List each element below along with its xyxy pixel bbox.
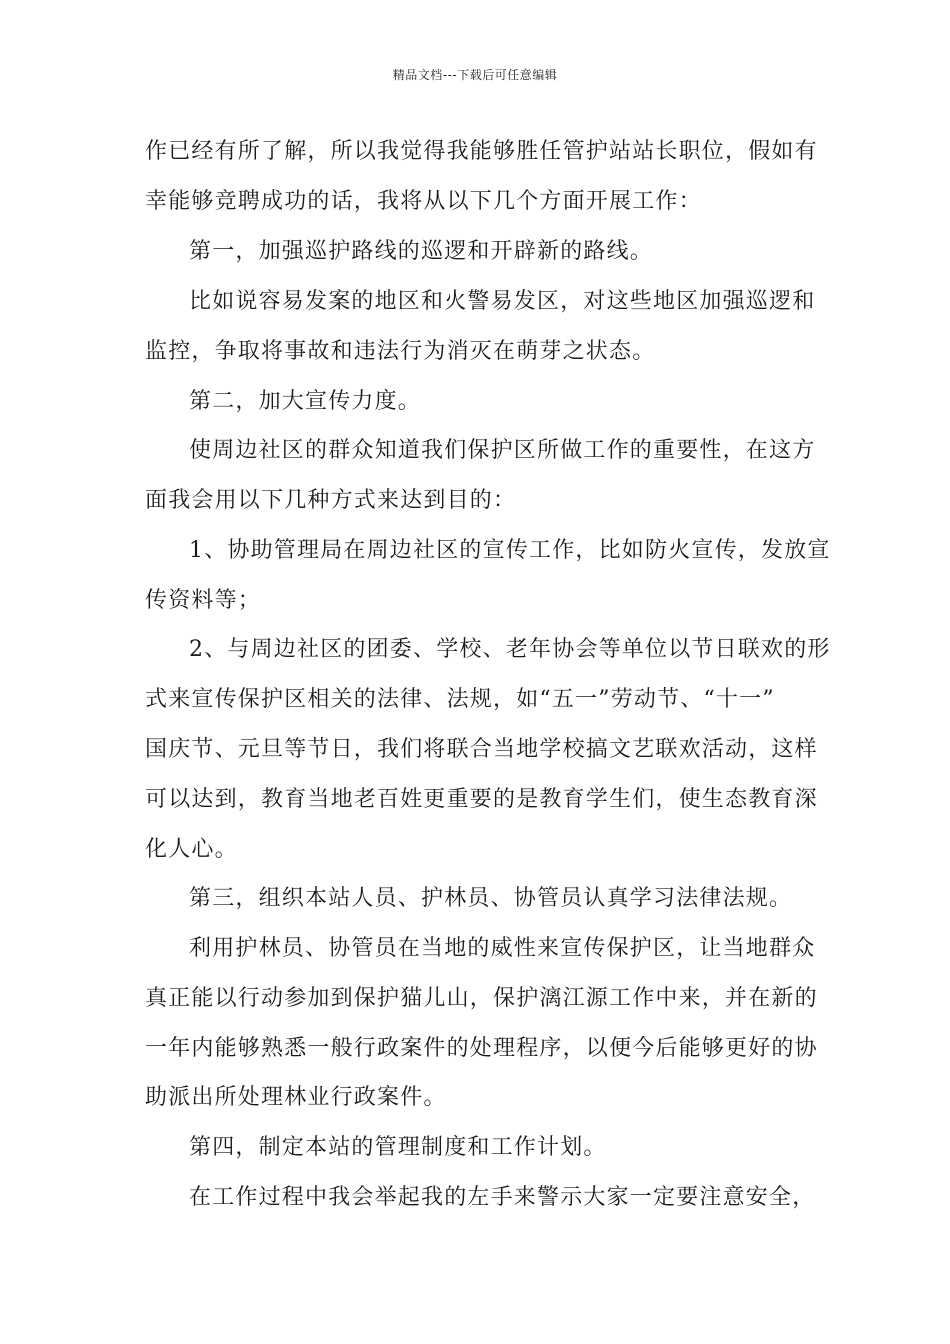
- body-line: 比如说容易发案的地区和火警易发区，对这些地区加强巡逻和: [189, 289, 816, 314]
- body-line: 第二，加大宣传力度。: [189, 389, 422, 414]
- body-line: 作已经有所了解，所以我觉得我能够胜任管护站站长职位，假如有: [145, 139, 818, 164]
- body-line: 1、协助管理局在周边社区的宣传工作，比如防火宣传，发放宣: [189, 538, 831, 563]
- body-line: 化人心。: [145, 837, 238, 862]
- body-line: 真正能以行动参加到保护猫儿山，保护漓江源工作中来，并在新的: [145, 986, 818, 1011]
- body-line: 一年内能够熟悉一般行政案件的处理程序，以便今后能够更好的协: [145, 1036, 818, 1061]
- body-line: 幸能够竞聘成功的话，我将从以下几个方面开展工作：: [145, 189, 702, 214]
- body-line: 第四，制定本站的管理制度和工作计划。: [189, 1135, 607, 1160]
- body-line: 利用护林员、协管员在当地的威性来宣传保护区，让当地群众: [189, 936, 816, 961]
- body-line: 第三，组织本站人员、护林员、协管员认真学习法律法规。: [189, 886, 793, 911]
- body-line: 第一，加强巡护路线的巡逻和开辟新的路线。: [189, 239, 654, 264]
- body-line: 国庆节、元旦等节日，我们将联合当地学校搞文艺联欢活动，这样: [145, 737, 818, 762]
- body-line: 使周边社区的群众知道我们保护区所做工作的重要性，在这方: [189, 438, 816, 463]
- body-line: 在工作过程中我会举起我的左手来警示大家一定要注意安全，: [189, 1185, 816, 1210]
- body-line: 式来宣传保护区相关的法律、法规，如“五一”劳动节、“十一”: [145, 687, 775, 712]
- body-line: 2、与周边社区的团委、学校、老年协会等单位以节日联欢的形: [189, 637, 831, 662]
- body-line: 可以达到，教育当地老百姓更重要的是教育学生们，使生态教育深: [145, 787, 818, 812]
- body-line: 监控，争取将事故和违法行为消灭在萌芽之状态。: [145, 339, 656, 364]
- body-line: 面我会用以下几种方式来达到目的：: [145, 488, 517, 513]
- page-header: 精品文档---下载后可任意编辑: [392, 68, 558, 82]
- body-line: 传资料等；: [145, 588, 262, 613]
- body-line: 助派出所处理林业行政案件。: [145, 1085, 447, 1110]
